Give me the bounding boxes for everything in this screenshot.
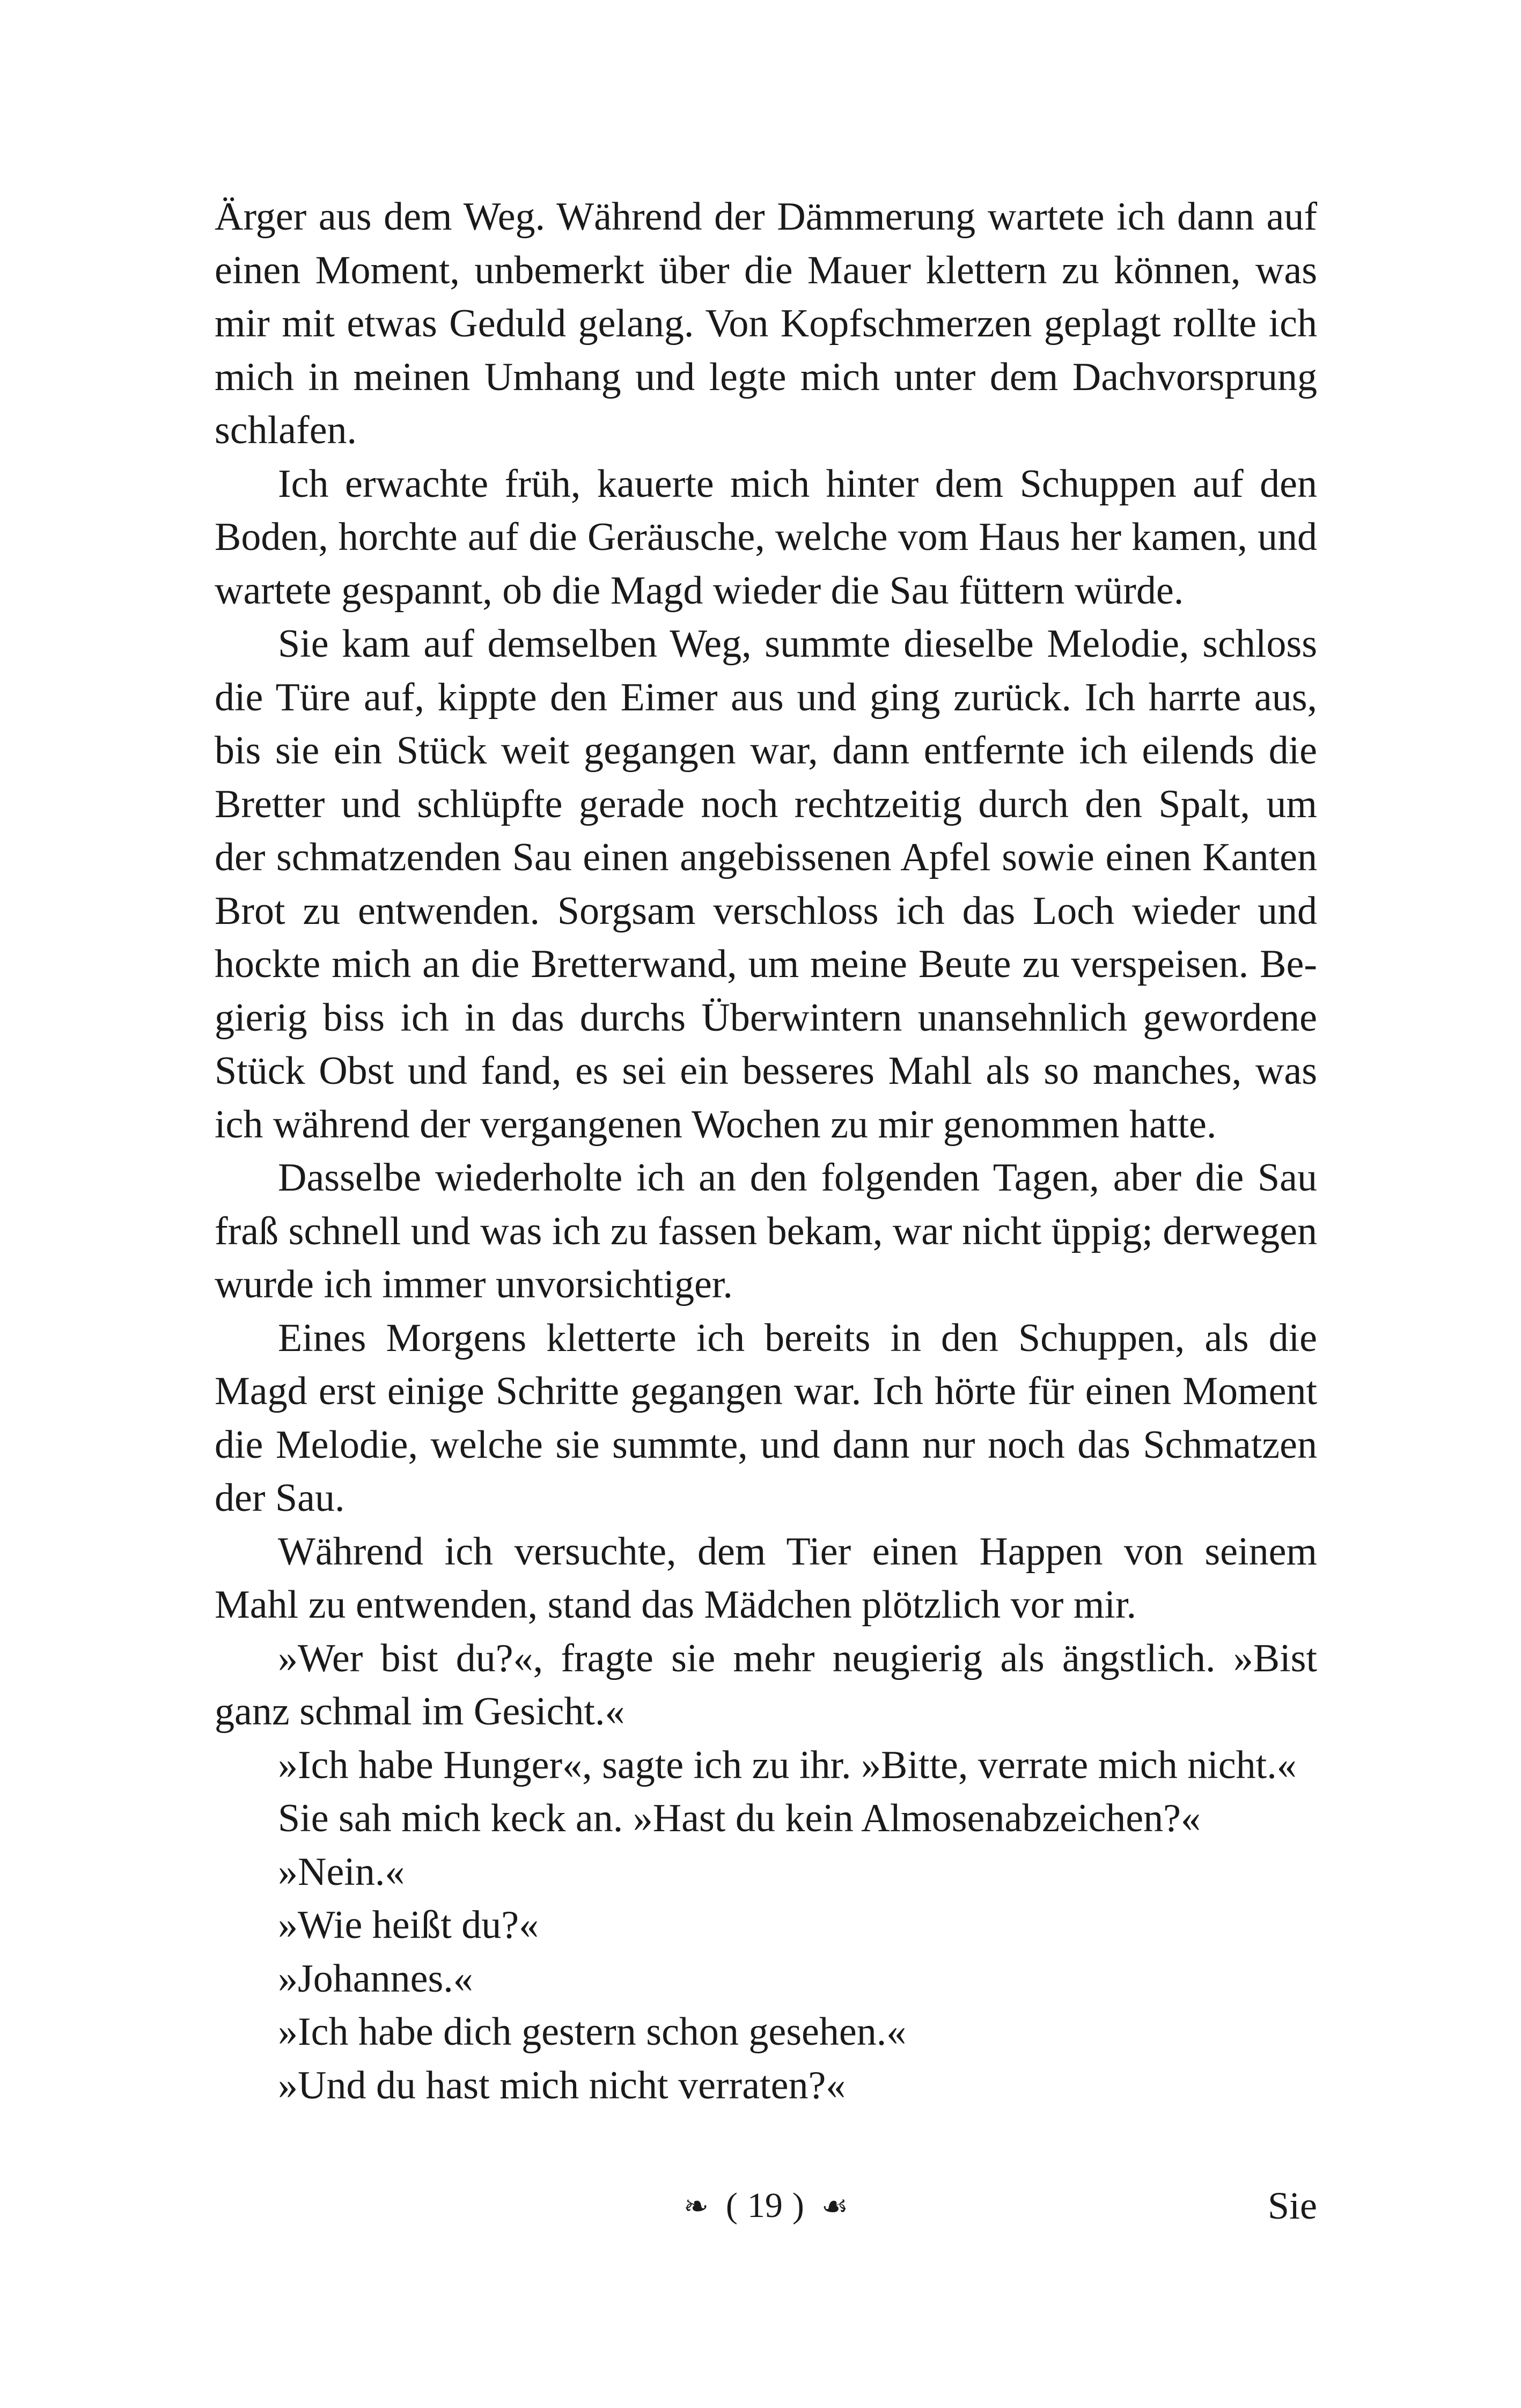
folio-paren-open: ( bbox=[725, 2186, 738, 2225]
paragraph-3: Sie kam auf demselben Weg, summte dieselbe Melodie, schloss die Türe auf, kippte den Eimer aus und ging zurück. Ich harrte aus, bis sie ein Stück weit gegangen war, dann entfernte ich eilends die Bretter und schlüpfte gerade noch rechtzeitig durch den Spalt, um der schmatzenden Sau einen angebissenen Apfel sowie einen Kanten Brot zu entwenden. Sorgsam verschloss ich das Loch wieder und hockte mich an die Bretterwand, um meine Beute zu verspeisen. Begierig biss ich in das durchs Überwintern unansehnlich gewordene Stück Obst und fand, es sei ein besseres Mahl als so manches, was ich während der vergangenen Wochen zu mir genommen hatte. bbox=[215, 622, 1317, 1147]
paragraph-11: »Wie heißt du?« bbox=[278, 1903, 539, 1947]
paragraph-7: »Wer bist du?«, fragte sie mehr neugierig als ängstlich. »Bist ganz schmal im Gesicht.« bbox=[215, 1636, 1317, 1734]
page-footer bbox=[215, 2182, 1317, 2230]
ornament-left-icon: ❧ bbox=[683, 2190, 709, 2223]
catchword: Sie bbox=[1267, 2184, 1317, 2227]
paragraph-1: Ärger aus dem Weg. Während der Dämmerung wartete ich dann auf einen Moment, unbemerkt über die Mauer klettern zu können, was mir mit etwas Geduld gelang. Von Kopfschmerzen geplagt rollte ich mich in meinen Umhang und legte mich unter dem Dachvorsprung schlafen. bbox=[215, 195, 1317, 452]
ornament-right-icon: ☙ bbox=[821, 2190, 849, 2223]
paragraph-6: Während ich versuchte, dem Tier einen Happen von seinem Mahl zu entwenden, stand das Mädchen plötzlich vor mir. bbox=[215, 1529, 1317, 1627]
paragraph-4: Dasselbe wiederholte ich an den folgenden Tagen, aber die Sau fraß schnell und was ich zu fassen bekam, war nicht üppig; derwegen wurde ich immer unvorsichtiger. bbox=[215, 1156, 1317, 1306]
page-number: 19 bbox=[747, 2186, 783, 2225]
paragraph-14: »Und du hast mich nicht verraten?« bbox=[278, 2063, 846, 2108]
paragraph-8: »Ich habe Hunger«, sagte ich zu ihr. »Bitte, verrate mich nicht.« bbox=[278, 1743, 1297, 1787]
paragraph-2: Ich erwachte früh, kauerte mich hinter dem Schuppen auf den Boden, horchte auf die Geräusche, welche vom Haus her kamen, und wartete gespannt, ob die Magd wieder die Sau füttern würde. bbox=[215, 461, 1317, 613]
paragraph-12: »Johannes.« bbox=[278, 1956, 473, 2001]
paragraph-13: »Ich habe dich gestern schon gesehen.« bbox=[278, 2010, 907, 2054]
paragraph-9: Sie sah mich keck an. »Hast du kein Almosenabzeichen?« bbox=[278, 1796, 1201, 1840]
page-body bbox=[215, 190, 1317, 2112]
folio-paren-close: ) bbox=[792, 2186, 804, 2225]
paragraph-5: Eines Morgens kletterte ich bereits in den Schuppen, als die Magd erst einige Schritte gegangen war. Ich hörte für einen Moment die Melodie, welche sie summte, und dann nur noch das Schmatzen der Sau. bbox=[215, 1316, 1317, 1520]
paragraph-10: »Nein.« bbox=[278, 1849, 405, 1894]
folio bbox=[215, 2182, 1317, 2233]
